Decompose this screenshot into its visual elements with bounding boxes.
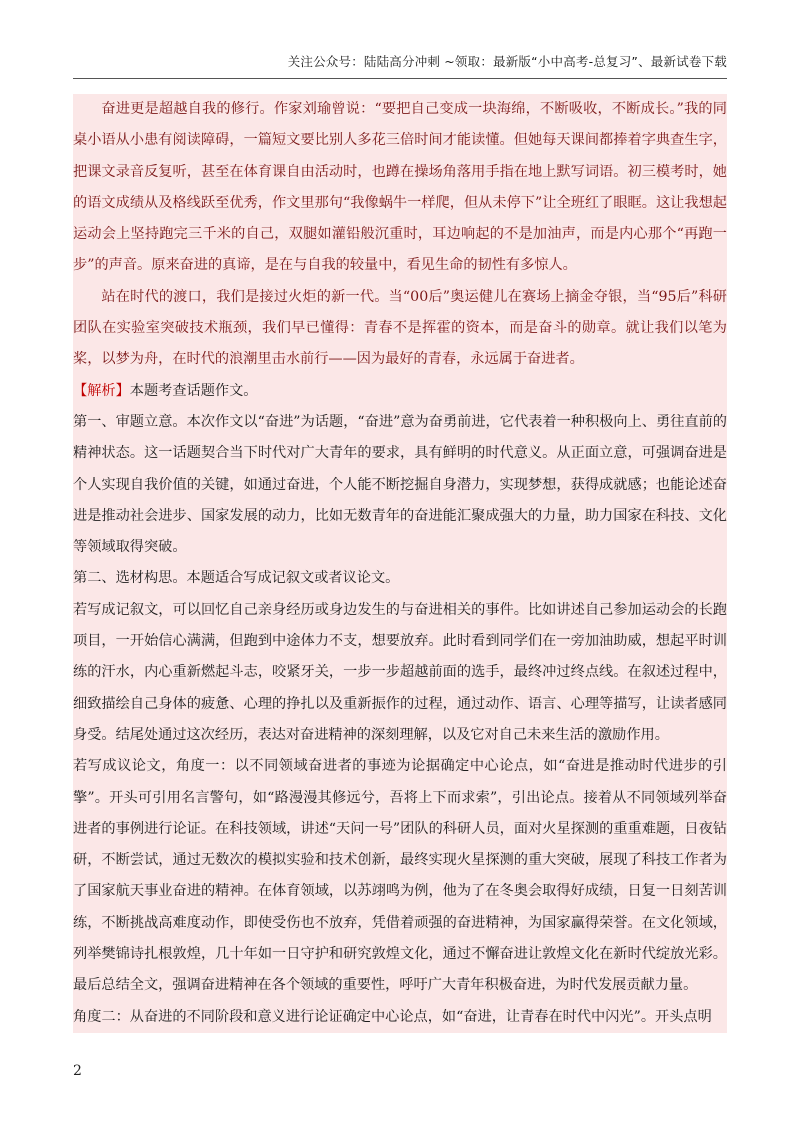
- analysis-heading: [73, 376, 727, 407]
- header-divider: [73, 78, 727, 79]
- analysis-paragraph: 角度二：从奋进的不同阶段和意义进行论证确定中心论点，如“奋进，让青春在时代中闪光”。开头点明: [73, 1008, 712, 1025]
- essay-paragraph: 奋进更是超越自我的修行。作家刘瑜曾说：“要把自己变成一块海绵，不断吸收，不断成长。”我的同桌小语从小患有阅读障碍，一篇短文要比别人多花三倍时间才能读懂。但她每天课间都捧着字典查生字，把课文录音反复听，甚至在体育课自由活动时，也蹲在操场角落用手指在地上默写词语。初三模考时，她的语文成绩从及格线跃至优秀，作文里那句“我像蜗牛一样爬，但从未停下”让全班红了眼眶。这让我想起运动会上坚持跑完三千米的自己，双腿如灌铅般沉重时，耳边响起的不是加油声，而是内心那个“再跑一步”的声音。原来奋进的真谛，是在与自我的较量中，看见生命的韧性有多惊人。: [73, 101, 727, 274]
- analysis-section: [73, 376, 727, 1033]
- analysis-intro: 本题考查话题作文。: [129, 382, 258, 399]
- analysis-paragraph: 第一、审题立意。本次作文以“奋进”为话题，“奋进”意为奋勇前进，它代表着一种积极向上、勇往直前的精神状态。这一话题契合当下时代对广大青年的要求，具有鲜明的时代意义。从正面立意，可强调奋进是个人实现自我价值的关键，如通过奋进，个人能不断挖掘自身潜力，实现梦想，获得成就感；也能论述奋进是推动社会进步、国家发展的动力，比如无数青年的奋进能汇聚成强大的力量，助力国家在科技、文化等领域取得突破。: [73, 413, 727, 556]
- analysis-paragraph: 若写成记叙文，可以回忆自己亲身经历或身边发生的与奋进相关的事件。比如讲述自己参加运动会的长跑项目，一开始信心满满，但跑到中途体力不支，想要放弃。此时看到同学们在一旁加油助威，想起平时训练的汗水，内心重新燃起斗志，咬紧牙关，一步一步超越前面的选手，最终冲过终点线。在叙述过程中，细致描绘自己身体的疲惫、心理的挣扎以及重新振作的过程，通过动作、语言、心理等描写，让读者感同身受。结尾处通过这次经历，表达对奋进精神的深刻理解，以及它对自己未来生活的激励作用。: [73, 601, 727, 743]
- answer-content: [73, 94, 727, 1033]
- analysis-tag: 【解析】: [73, 382, 130, 399]
- essay-paragraph: 站在时代的渡口，我们是接过火炬的新一代。当“00后”奥运健儿在赛场上摘金夺银，当“95后”科研团队在实验室突破技术瓶颈，我们早已懂得：青春不是挥霍的资本，而是奋斗的勋章。就让我们以笔为桨，以梦为舟，在时代的浪潮里击水前行——因为最好的青春，永远属于奋进者。: [73, 288, 727, 368]
- analysis-paragraph: 若写成议论文，角度一：以不同领域奋进者的事迹为论据确定中心论点，如“奋进是推动时代进步的引擎”。开头可引用名言警句，如“路漫漫其修远兮，吾将上下而求索”，引出论点。接着从不同领域列举奋进者的事例进行论证。在科技领域，讲述“天问一号”团队的科研人员，面对火星探测的重重难题，日夜钻研，不断尝试，通过无数次的模拟实验和技术创新，最终实现火星探测的重大突破，展现了科技工作者为了国家航天事业奋进的精神。在体育领域，以苏翊鸣为例，他为了在冬奥会取得好成绩，日复一日刻苦训练，不断挑战高难度动作，即使受伤也不放弃，凭借着顽强的奋进精神，为国家赢得荣誉。在文化领域，列举樊锦诗扎根敦煌，几十年如一日守护和研究敦煌文化，通过不懈奋进让敦煌文化在新时代绽放光彩。最后总结全文，强调奋进精神在各个领域的重要性，呼吁广大青年积极奋进，为时代发展贡献力量。: [73, 758, 727, 994]
- page-number: 2: [73, 1063, 82, 1079]
- analysis-paragraph: 第二、选材构思。本题适合写成记叙文或者议论文。: [73, 570, 400, 587]
- page-header: 关注公众号：陆陆高分冲刺 ~领取：最新版“小中高考-总复习”、最新试卷下载: [287, 54, 727, 69]
- model-essay: [73, 94, 727, 376]
